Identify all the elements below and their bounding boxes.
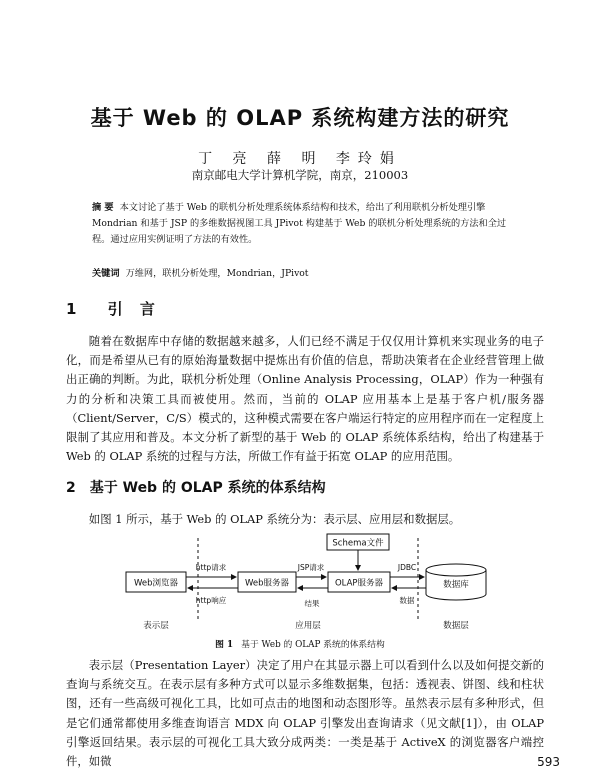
page-number: 593: [537, 755, 560, 769]
data-label: 数据: [399, 596, 415, 605]
web-server-label: Web服务器: [244, 578, 290, 589]
abstract: [92, 200, 510, 248]
paper-title: 基于 Web 的 OLAP 系统构建方法的研究: [90, 106, 510, 130]
keywords-label: 关键词: [92, 268, 120, 279]
architecture-diagram: [116, 530, 516, 635]
section-2-heading: [66, 477, 326, 497]
keywords: [92, 265, 510, 279]
jsp-request-label: JSP请求: [297, 563, 325, 572]
layer-data-label: 数据层: [443, 621, 469, 631]
http-request-label: http请求: [195, 563, 227, 572]
figure-caption: [0, 637, 600, 650]
section-1-number: 1: [66, 300, 83, 318]
paragraph-figure-intro-text: 如图 1 所示，基于 Web 的 OLAP 系统分为：表示层、应用层和数据层。: [88, 512, 461, 526]
authors: 丁 亮 薛 明 李玲娟: [198, 151, 402, 167]
keywords-text: 万维网，联机分析处理，Mondrian，JPivot: [125, 268, 309, 279]
figure-caption-text: 基于 Web 的 OLAP 系统的体系结构: [241, 640, 385, 650]
jdbc-label: JDBC: [397, 563, 417, 572]
schema-file-label: Schema文件: [332, 538, 384, 549]
result-label: 结果: [304, 599, 320, 608]
olap-server-label: OLAP服务器: [334, 578, 384, 589]
section-1-heading: [66, 298, 161, 319]
paragraph-presentation-layer-text: 表示层（Presentation Layer）决定了用户在其显示器上可以看到什么以及如何提交新的查询与系统交互。在表示层有多种方式可以显示多维数据集，包括：透视表、饼图、线和柱状图，还有一些高级可视化工具，比如可点击的地图和动态图形等。虽然表示层有多种形式，但是它们通常都使用多维查询语言 MDX 向 OLAP 引擎发出查询请求（见文献[1]），由 OLAP 引擎返回结果。表示层的可视化工具大致分成两类：一类是基于 ActiveX 的浏览器客户端控件，如微: [66, 658, 544, 769]
paragraph-intro: [66, 332, 544, 466]
paragraph-presentation-layer: [66, 656, 544, 771]
browser-label: Web浏览器: [133, 578, 179, 589]
database-cylinder-top: [426, 564, 486, 576]
abstract-label: 摘 要: [92, 202, 114, 213]
layer-application-label: 应用层: [295, 621, 321, 631]
section-2-title: 基于 Web 的 OLAP 系统的体系结构: [89, 480, 326, 496]
affiliation: 南京邮电大学计算机学院，南京，210003: [191, 168, 409, 182]
section-1-title: 引 言: [107, 300, 161, 318]
http-response-label: http响应: [195, 596, 227, 605]
database-label: 数据库: [443, 580, 469, 590]
figure-caption-label: 图 1: [215, 640, 234, 650]
paragraph-figure-intro: [66, 510, 544, 529]
paragraph-intro-text: 随着在数据库中存储的数据越来越多，人们已经不满足于仅仅用计算机来实现业务的电子化，而是希望从已有的原始海量数据中提炼出有价值的信息，帮助决策者在企业经营管理上做出正确的判断。为此，联机分析处理（Online Analysis Processing，OLAP）作为一种强有力的分析和决策工具而被使用。然而，当前的 OLAP 应用基本上是基于客户机/服务器（Client/Server，C/S）模式的，这种模式需要在客户端运行特定的应用程序而在一定程度上限制了其应用和普及。本文分析了新型的基于 Web 的 OLAP 系统体系结构，给出了构建基于 Web 的 OLAP 系统的过程与方法，所做工作有益于拓宽 OLAP 的应用范围。: [66, 334, 544, 464]
layer-presentation-label: 表示层: [143, 621, 169, 631]
abstract-text: 本文讨论了基于 Web 的联机分析处理系统体系结构和技术，给出了利用联机分析处理引擎 Mondrian 和基于 JSP 的多维数据视图工具 JPivot 构建基于 Web 的联机分析处理系统的方法和全过程。通过应用实例证明了方法的有效性。: [92, 202, 507, 245]
section-2-number: 2: [66, 480, 76, 496]
